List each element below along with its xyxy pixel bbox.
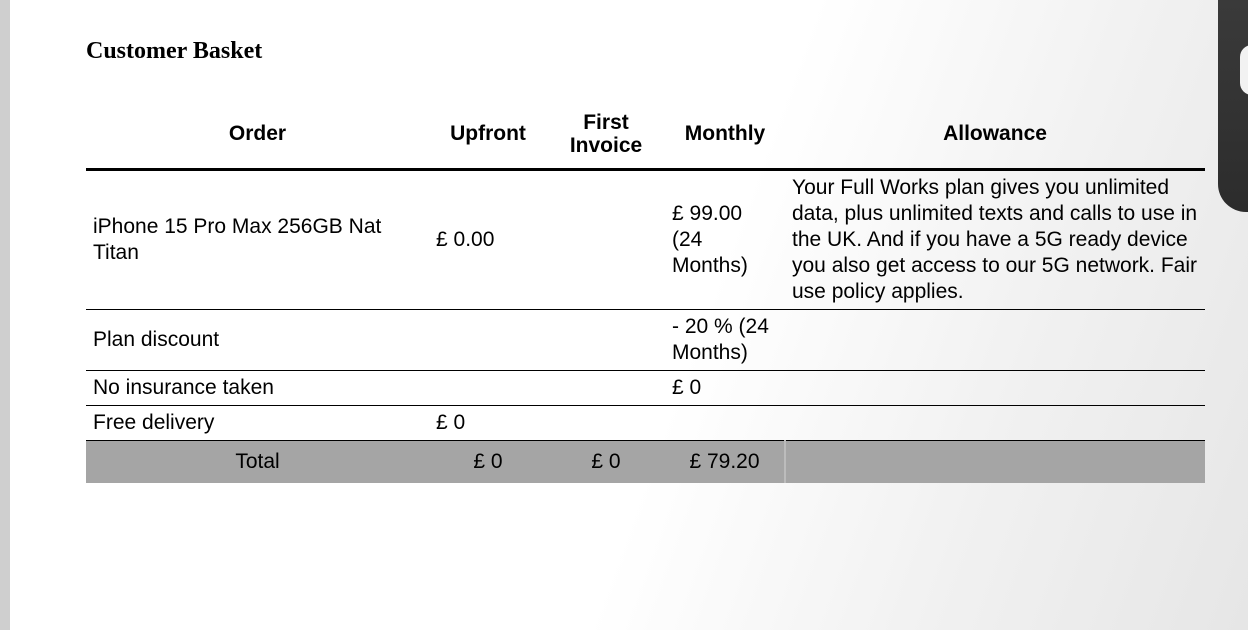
total-label: Total — [86, 441, 429, 484]
header-allowance: Allowance — [785, 100, 1205, 170]
row-monthly: - 20 % (24 Months) — [665, 310, 785, 371]
row-upfront — [429, 310, 547, 371]
row-first-invoice — [547, 406, 665, 441]
table-header-row — [86, 100, 1205, 170]
row-order: iPhone 15 Pro Max 256GB Nat Titan — [86, 170, 429, 310]
header-first-invoice — [547, 100, 665, 170]
total-monthly: £ 79.20 — [665, 441, 785, 484]
row-first-invoice — [547, 170, 665, 310]
header-upfront: Upfront — [429, 100, 547, 170]
table-row — [86, 406, 1205, 441]
header-monthly: Monthly — [665, 100, 785, 170]
header-first-invoice-line1: First — [583, 110, 629, 134]
row-allowance — [785, 310, 1205, 371]
table-row — [86, 170, 1205, 310]
page-title: Customer Basket — [86, 38, 263, 64]
row-monthly: £ 0 — [665, 371, 785, 406]
row-first-invoice — [547, 310, 665, 371]
basket-table — [86, 100, 1205, 483]
row-first-invoice — [547, 371, 665, 406]
row-allowance — [785, 371, 1205, 406]
header-order: Order — [86, 100, 429, 170]
overlay-highlight — [1240, 45, 1248, 95]
row-order: Free delivery — [86, 406, 429, 441]
row-monthly: £ 99.00 (24 Months) — [665, 170, 785, 310]
header-first-invoice-line2: Invoice — [569, 134, 643, 157]
row-allowance: Your Full Works plan gives you unlimited data, plus unlimited texts and calls to use in the UK. And if you have a 5G ready device you also get access to our 5G network. Fair use policy applies. — [785, 170, 1205, 310]
row-order: No insurance taken — [86, 371, 429, 406]
overlay-object — [1218, 0, 1248, 212]
row-upfront: £ 0.00 — [429, 170, 547, 310]
row-allowance — [785, 406, 1205, 441]
page-left-edge — [0, 0, 10, 630]
table-row — [86, 371, 1205, 406]
row-upfront — [429, 371, 547, 406]
row-monthly — [665, 406, 785, 441]
total-allowance — [785, 441, 1205, 484]
total-row — [86, 441, 1205, 484]
row-order: Plan discount — [86, 310, 429, 371]
table-row — [86, 310, 1205, 371]
row-upfront: £ 0 — [429, 406, 547, 441]
total-first-invoice: £ 0 — [547, 441, 665, 484]
total-upfront: £ 0 — [429, 441, 547, 484]
